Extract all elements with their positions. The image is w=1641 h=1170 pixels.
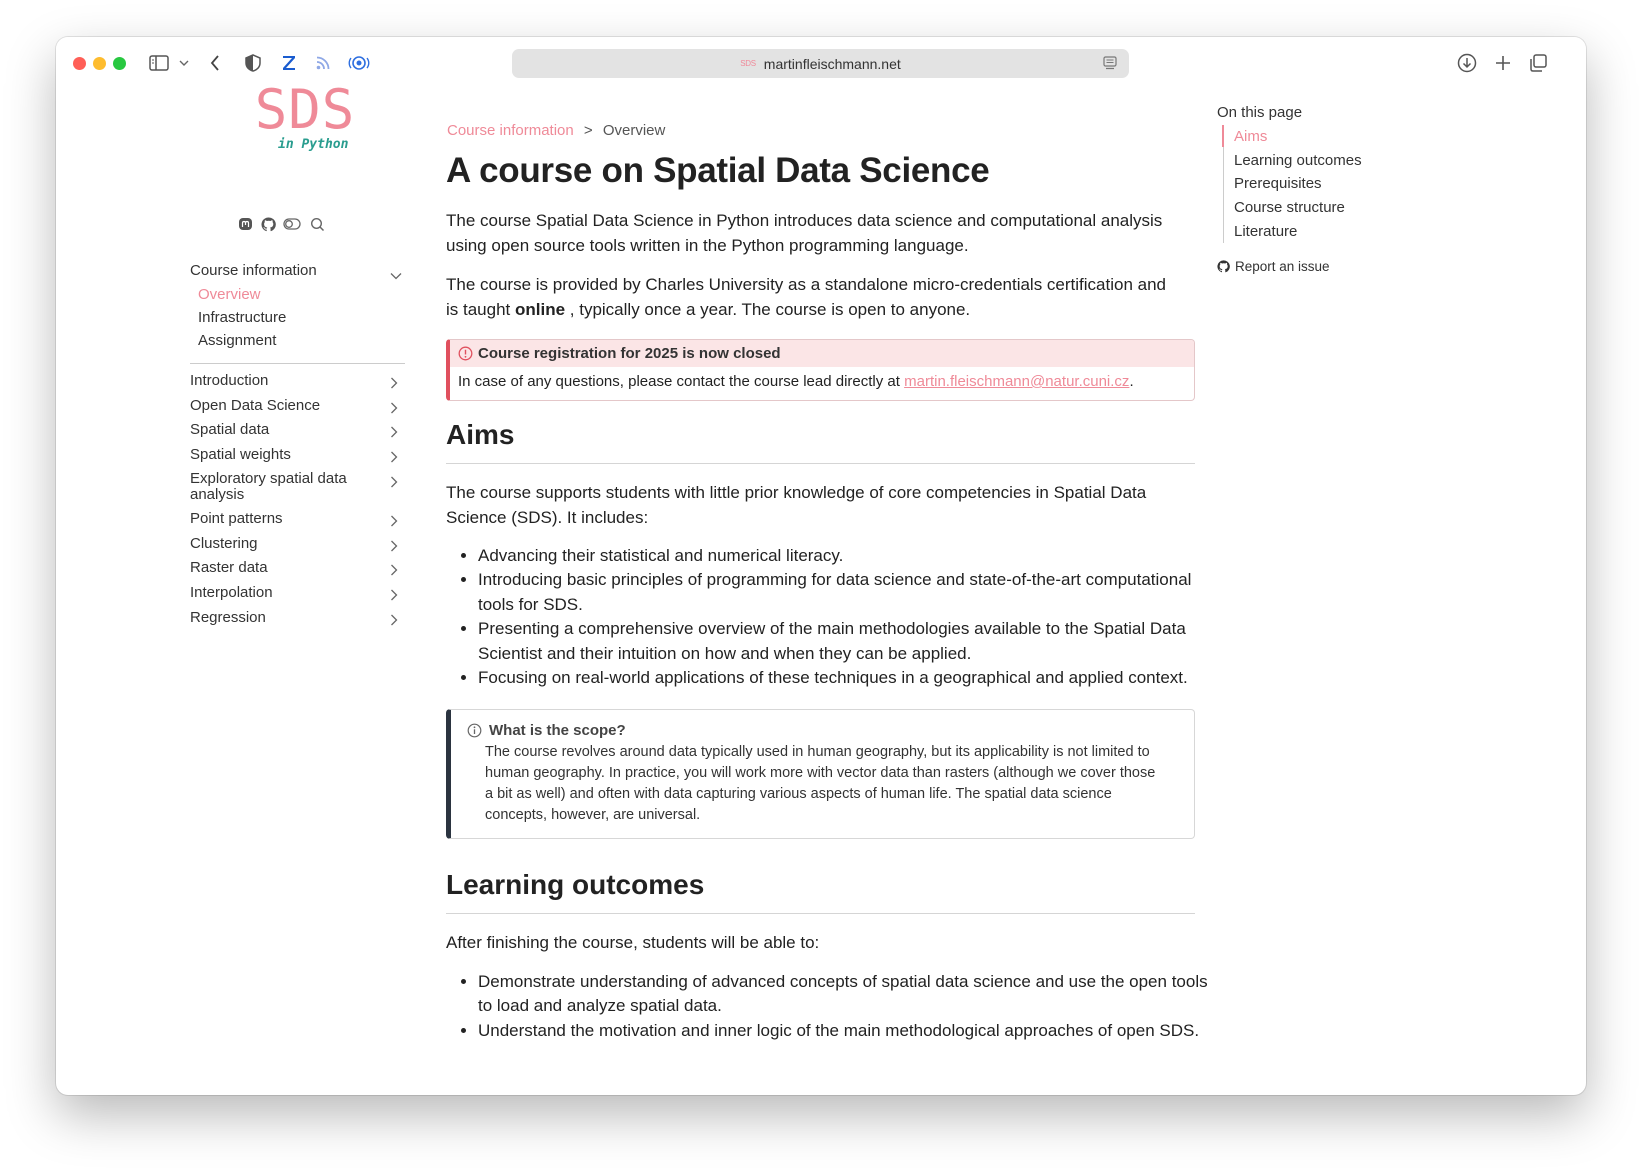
chevron-right-icon[interactable] xyxy=(390,401,398,419)
downloads-icon[interactable] xyxy=(1456,51,1478,75)
email-link[interactable]: martin.fleischmann@natur.cuni.cz xyxy=(904,373,1130,390)
sidebar-item-esda[interactable]: Exploratory spatial data analysis xyxy=(190,470,347,503)
breadcrumb-separator: > xyxy=(583,122,593,139)
warning-icon xyxy=(458,346,473,361)
mastodon-icon[interactable] xyxy=(238,215,253,233)
search-icon[interactable] xyxy=(310,215,325,233)
zoom-window-button[interactable] xyxy=(113,57,126,70)
toc-active-indicator xyxy=(1222,125,1224,147)
sidebar-item-interpolation[interactable]: Interpolation xyxy=(190,584,273,601)
outcomes-list xyxy=(446,970,1218,1043)
close-window-button[interactable] xyxy=(73,57,86,70)
browser-window xyxy=(56,37,1586,1095)
chevron-right-icon[interactable] xyxy=(390,563,398,581)
list-item: • Advancing their statistical and numerical literacy. xyxy=(478,544,1218,568)
toc-title: On this page xyxy=(1217,104,1303,121)
chevron-right-icon[interactable] xyxy=(390,514,398,532)
site-logo[interactable]: SDS xyxy=(254,78,356,141)
sidebar-item-clustering[interactable]: Clustering xyxy=(190,535,258,552)
chevron-down-icon[interactable] xyxy=(390,267,402,285)
github-icon xyxy=(1217,260,1230,273)
site-favicon: SDS xyxy=(740,59,756,68)
list-item: • Focusing on real-world applications of these techniques in a geographical and applied context. xyxy=(478,666,1218,690)
toc-item-course-structure[interactable]: Course structure xyxy=(1234,199,1345,216)
list-item: • Demonstrate understanding of advanced concepts of spatial data science and use the open tools to load and analyze spatial data. xyxy=(478,970,1218,1019)
rss-icon[interactable] xyxy=(314,51,332,75)
learning-outcomes-heading: Learning outcomes xyxy=(446,869,705,900)
dark-mode-toggle-icon[interactable] xyxy=(283,215,301,233)
page-title: A course on Spatial Data Science xyxy=(446,151,990,190)
sidebar-item-open-data-science[interactable]: Open Data Science xyxy=(190,397,321,414)
chevron-right-icon[interactable] xyxy=(390,425,398,443)
chevron-right-icon[interactable] xyxy=(390,475,398,493)
chevron-right-icon[interactable] xyxy=(390,588,398,606)
callout-header xyxy=(450,340,1194,367)
breadcrumb-current: Overview xyxy=(602,122,666,139)
chevron-right-icon[interactable] xyxy=(390,376,398,394)
broadcast-extension-icon[interactable] xyxy=(348,51,370,75)
shield-icon[interactable] xyxy=(244,51,262,75)
toc-item-literature[interactable]: Literature xyxy=(1234,223,1298,240)
report-issue-label: Report an issue xyxy=(1235,259,1330,274)
breadcrumb xyxy=(447,122,665,139)
sidebar-item-point-patterns[interactable]: Point patterns xyxy=(190,510,283,527)
provider-text: The course is provided by Charles University as a standalone micro-credentials certification and is taught xyxy=(446,275,1167,319)
online-emphasis: online xyxy=(515,300,566,319)
outcomes-intro: After finishing the course, students will be able to: xyxy=(446,933,820,952)
info-icon xyxy=(467,723,482,738)
intro-paragraph: The course Spatial Data Science in Python introduces data science and computational analysis using open source tools written in the Python programming language. xyxy=(446,211,1163,255)
toc-item-aims[interactable]: Aims xyxy=(1234,128,1268,145)
reader-mode-icon[interactable] xyxy=(1103,56,1117,73)
scope-title: What is the scope? xyxy=(489,722,626,739)
chevron-right-icon[interactable] xyxy=(390,613,398,631)
report-issue-link[interactable] xyxy=(1217,259,1330,274)
sidebar-item-assignment[interactable]: Assignment xyxy=(198,332,277,349)
list-item: • Introducing basic principles of programming for data science and state-of-the-art computational tools for SDS. xyxy=(478,568,1218,617)
sidebar-section-course-information[interactable]: Course information xyxy=(190,262,317,279)
aims-intro: The course supports students with little prior knowledge of core competencies in Spatial Data Science (SDS). It includes: xyxy=(446,483,1147,527)
minimize-window-button[interactable] xyxy=(93,57,106,70)
zotero-extension-icon[interactable] xyxy=(280,51,298,75)
chevron-right-icon[interactable] xyxy=(390,450,398,468)
chevron-right-icon[interactable] xyxy=(390,539,398,557)
scope-callout-header xyxy=(467,722,626,739)
section-rule xyxy=(446,463,1195,464)
callout-body xyxy=(450,367,1194,396)
sidebar-toggle-icon[interactable] xyxy=(148,51,170,75)
sidebar-item-spatial-data[interactable]: Spatial data xyxy=(190,421,270,438)
aims-heading: Aims xyxy=(446,419,515,450)
list-item: • Presenting a comprehensive overview of the main methodologies available to the Spatial Data Scientist and their intuition on how and when they can be applied. xyxy=(478,617,1218,666)
sidebar-divider xyxy=(190,363,405,364)
back-icon[interactable] xyxy=(206,51,224,75)
breadcrumb-link-course-information[interactable]: Course information xyxy=(447,122,574,139)
site-logo-subtitle: in Python xyxy=(278,137,349,152)
sidebar-item-overview[interactable]: Overview xyxy=(198,286,261,303)
callout-body-end: . xyxy=(1129,373,1134,390)
provider-paragraph xyxy=(446,272,1166,322)
scope-callout xyxy=(446,709,1195,839)
sidebar-item-spatial-weights[interactable]: Spatial weights xyxy=(190,446,291,463)
list-item: • Understand the motivation and inner logic of the main methodological approaches of open SDS. xyxy=(478,1019,1218,1043)
sidebar-item-raster-data[interactable]: Raster data xyxy=(190,559,268,576)
scope-body: The course revolves around data typically used in human geography, but its applicability is not limited to human geography. In practice, you will work more with vector data than rasters (although we cover those a bit as well) and often with data capturing various aspects of human life. The spatial data science concepts, however, are universal. xyxy=(485,744,1156,823)
chevron-down-icon[interactable] xyxy=(177,51,191,75)
url-text: martinfleischmann.net xyxy=(763,55,901,72)
sidebar-item-regression[interactable]: Regression xyxy=(190,609,266,626)
toc-item-learning-outcomes[interactable]: Learning outcomes xyxy=(1234,152,1362,169)
toc-item-prerequisites[interactable]: Prerequisites xyxy=(1234,175,1322,192)
provider-text-end: , typically once a year. The course is open to anyone. xyxy=(565,300,971,319)
registration-closed-callout xyxy=(446,339,1195,401)
aims-list xyxy=(446,544,1218,690)
new-tab-icon[interactable] xyxy=(1492,51,1514,75)
sidebar-item-infrastructure[interactable]: Infrastructure xyxy=(198,309,287,326)
tab-overview-icon[interactable] xyxy=(1527,51,1549,75)
callout-body-text: In case of any questions, please contact the course lead directly at xyxy=(458,373,905,390)
sidebar-item-introduction[interactable]: Introduction xyxy=(190,372,269,389)
callout-title: Course registration for 2025 is now closed xyxy=(478,345,781,362)
address-bar[interactable] xyxy=(512,49,1129,78)
github-icon[interactable] xyxy=(261,215,276,233)
section-rule xyxy=(446,913,1195,914)
